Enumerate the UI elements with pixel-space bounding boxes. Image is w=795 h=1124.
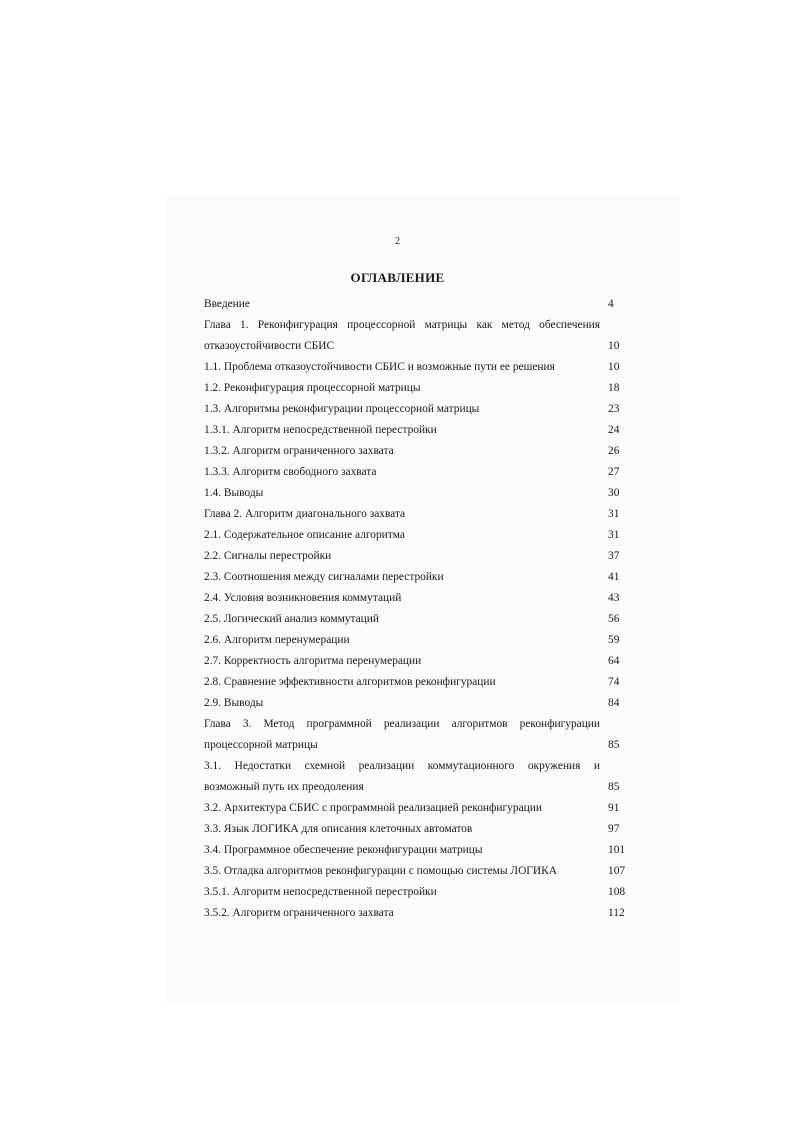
toc-entry-page: 91: [608, 802, 620, 814]
toc-entry-title: 2.4. Условия возникновения коммутаций: [204, 592, 402, 604]
toc-entry-title: процессорной матрицы: [204, 739, 318, 751]
toc-entry-title: 3.1. Недостатки схемной реализации коммутационного окружения и: [204, 760, 600, 772]
toc-entry: [204, 714, 632, 735]
toc-entry-page: 10: [608, 340, 620, 352]
toc-entry: [204, 651, 632, 672]
toc-entry: [204, 504, 632, 525]
toc-entry-page: 23: [608, 403, 620, 415]
toc-entry-title: Глава 2. Алгоритм диагонального захвата: [204, 508, 406, 520]
toc-entry: [204, 798, 632, 819]
toc-entry-page: [600, 756, 632, 777]
toc-entry-title: 3.5.1. Алгоритм непосредственной перестройки: [204, 886, 437, 898]
toc-entry-title: 3.4. Программное обеспечение реконфигурации матрицы: [204, 844, 483, 856]
toc-entry-page: 84: [608, 697, 620, 709]
toc-entry-title: 3.2. Архитектура СБИС с программной реализацией реконфигурации: [204, 802, 542, 814]
toc-entry: [204, 861, 632, 882]
toc-entry: [204, 525, 632, 546]
toc-entry-page: 108: [608, 886, 626, 898]
toc-entry: [204, 588, 632, 609]
toc-entry-page: 24: [608, 424, 620, 436]
toc-entry: [204, 483, 632, 504]
toc-entry-page: 59: [608, 634, 620, 646]
toc-entry: [204, 609, 632, 630]
toc-entry-title: 1.1. Проблема отказоустойчивости СБИС и возможные пути ее решения: [204, 361, 555, 373]
toc-entry-page: 85: [608, 781, 620, 793]
toc-entry: [204, 567, 632, 588]
toc-entry-page: 43: [608, 592, 620, 604]
toc-entry-page: 30: [608, 487, 620, 499]
toc-entry-page: 64: [608, 655, 620, 667]
toc-entry-page: 26: [608, 445, 620, 457]
toc-entry-title: Введение: [204, 298, 250, 310]
toc-entry: [204, 882, 632, 903]
toc-entry-page: 101: [608, 844, 626, 856]
toc-entry-page: 4: [608, 298, 614, 310]
toc-entry: [204, 693, 632, 714]
toc-entry-title: Глава 3. Метод программной реализации алгоритмов реконфигурации: [204, 718, 600, 730]
toc-entry-page: 112: [608, 907, 625, 919]
toc-entry-title: 3.5. Отладка алгоритмов реконфигурации с помощью системы ЛОГИКА: [204, 865, 557, 877]
toc-entry: [204, 420, 632, 441]
page-number: 2: [395, 236, 400, 247]
toc-entry-page: [600, 315, 632, 336]
toc-entry-page: 31: [608, 508, 620, 520]
toc-entry-title: 1.3.3. Алгоритм свободного захвата: [204, 466, 377, 478]
toc-entry: [204, 462, 632, 483]
toc-entry-page: 31: [608, 529, 620, 541]
toc-entry-title: 2.9. Выводы: [204, 697, 264, 709]
toc-entry: [204, 630, 632, 651]
toc-entry: [204, 903, 632, 924]
toc-entry: [204, 756, 632, 777]
toc-entry-title: 3.5.2. Алгоритм ограниченного захвата: [204, 907, 394, 919]
toc-entry-page: 74: [608, 676, 620, 688]
toc-entry: [204, 399, 632, 420]
toc-entry-title: 2.2. Сигналы перестройки: [204, 550, 332, 562]
toc-entry-title: 1.4. Выводы: [204, 487, 264, 499]
toc-entry: [204, 840, 632, 861]
toc-entry-title: 2.7. Корректность алгоритма перенумерации: [204, 655, 422, 667]
toc-entry: [204, 735, 632, 756]
toc-entry-page: 18: [608, 382, 620, 394]
toc-entry-title: 2.8. Сравнение эффективности алгоритмов реконфигурации: [204, 676, 496, 688]
toc-entry-page: 56: [608, 613, 620, 625]
toc-entry-title: 2.3. Соотношения между сигналами перестройки: [204, 571, 444, 583]
toc-entry-title: 1.3.2. Алгоритм ограниченного захвата: [204, 445, 394, 457]
toc-entry: [204, 378, 632, 399]
toc-entry-title: 3.3. Язык ЛОГИКА для описания клеточных автоматов: [204, 823, 473, 835]
toc-entry-title: 1.2. Реконфигурация процессорной матрицы: [204, 382, 421, 394]
toc-entry-title: отказоустойчивости СБИС: [204, 340, 335, 352]
toc-entry-title: 2.1. Содержательное описание алгоритма: [204, 529, 405, 541]
toc-entry-page: 97: [608, 823, 620, 835]
table-of-contents: [204, 294, 632, 924]
page-title: ОГЛАВЛЕНИЕ: [350, 270, 445, 285]
toc-entry-page: [600, 714, 632, 735]
toc-entry-title: 2.5. Логический анализ коммутаций: [204, 613, 379, 625]
toc-entry: [204, 672, 632, 693]
toc-entry-title: Глава 1. Реконфигурация процессорной матрицы как метод обеспечения: [204, 319, 600, 331]
toc-entry-page: 37: [608, 550, 620, 562]
toc-entry-title: 2.6. Алгоритм перенумерации: [204, 634, 350, 646]
toc-entry-title: 1.3.1. Алгоритм непосредственной перестройки: [204, 424, 437, 436]
toc-entry-page: 27: [608, 466, 620, 478]
toc-entry: [204, 357, 632, 378]
toc-entry: [204, 294, 632, 315]
toc-entry: [204, 546, 632, 567]
toc-entry: [204, 777, 632, 798]
toc-entry: [204, 336, 632, 357]
toc-entry: [204, 819, 632, 840]
toc-entry-title: возможный путь их преодоления: [204, 781, 364, 793]
toc-entry-page: 107: [608, 865, 626, 877]
toc-entry: [204, 441, 632, 462]
toc-entry-page: 85: [608, 739, 620, 751]
toc-entry-page: 41: [608, 571, 620, 583]
toc-entry-title: 1.3. Алгоритмы реконфигурации процессорной матрицы: [204, 403, 480, 415]
toc-entry-page: 10: [608, 361, 620, 373]
toc-entry: [204, 315, 632, 336]
